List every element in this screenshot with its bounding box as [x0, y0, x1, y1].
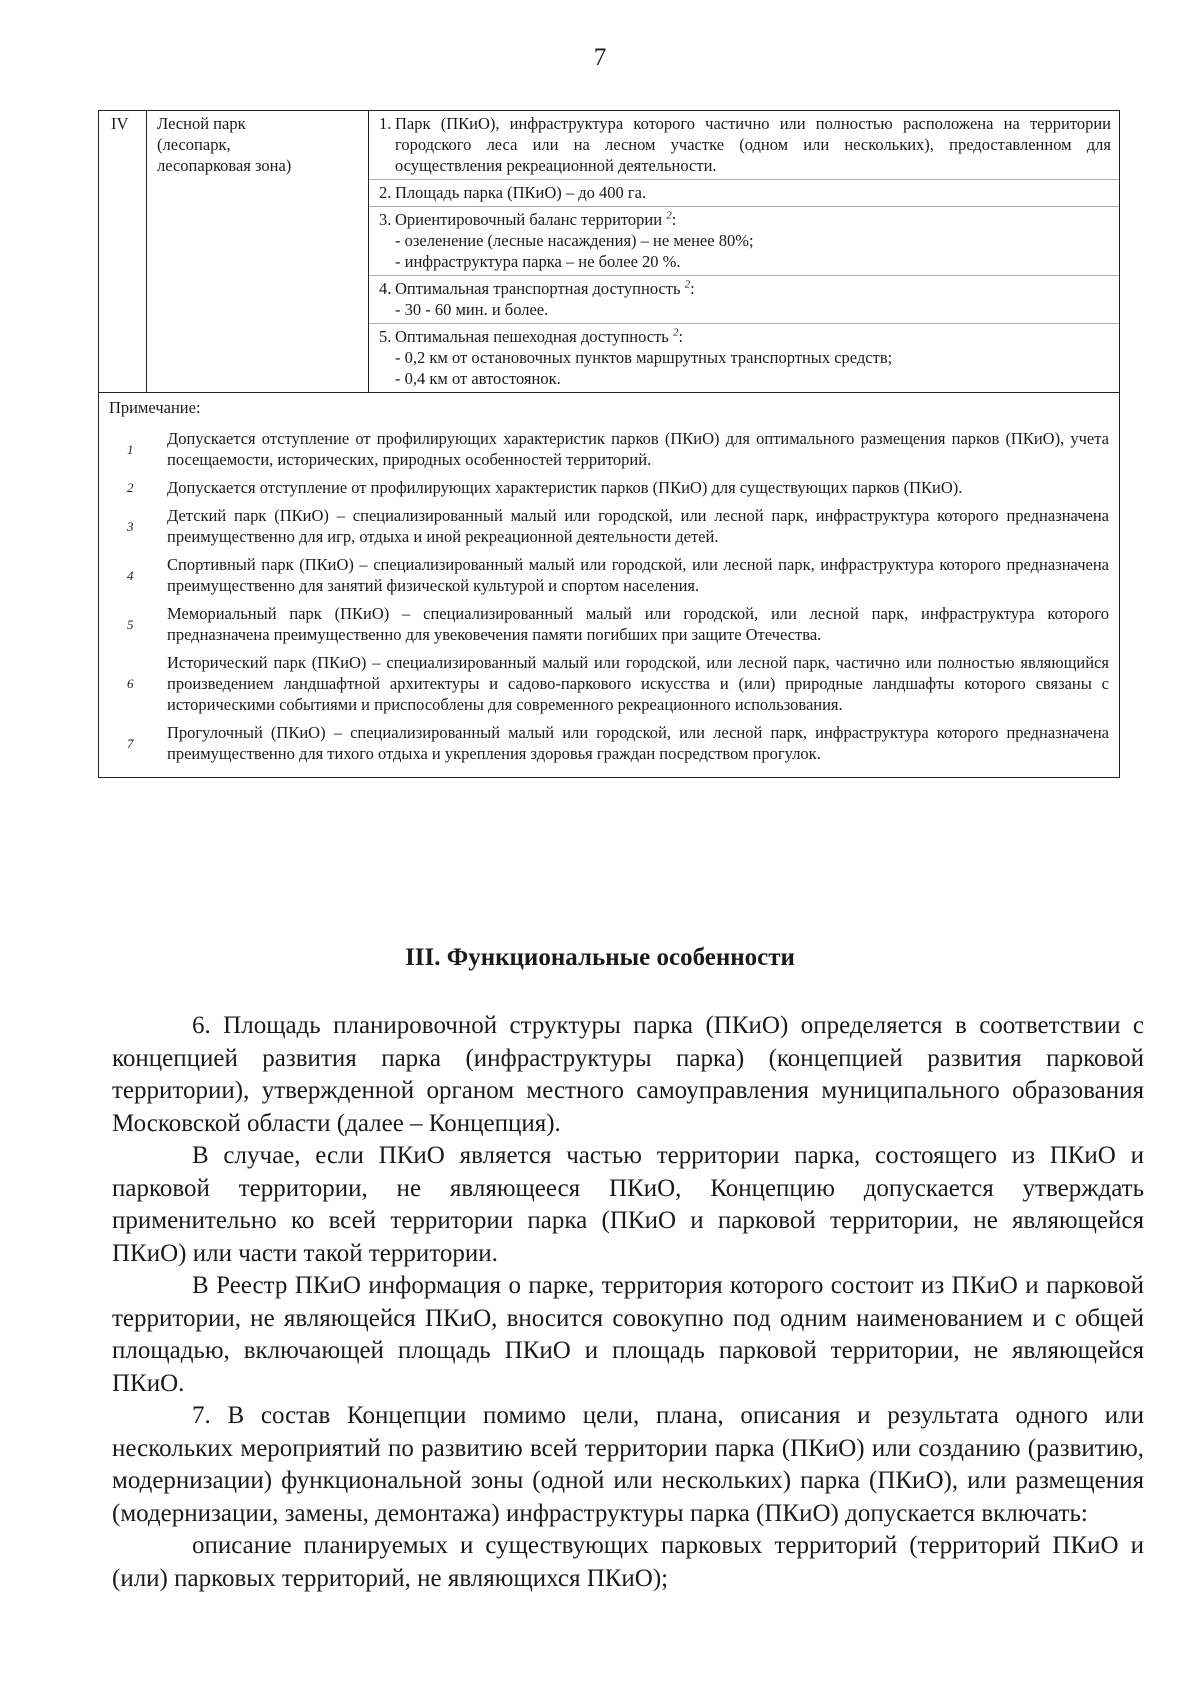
park-type-line: Лесной парк — [157, 114, 246, 133]
note-number: 3 — [127, 518, 134, 534]
note-item — [109, 722, 1109, 764]
item-number: 5. — [379, 327, 392, 346]
table-row-iv — [99, 111, 1119, 393]
item-number: 1. — [379, 114, 392, 133]
item-tail: : — [678, 327, 684, 346]
item-text: Парк (ПКиО), инфраструктура которого частично или полностью расположена на территории городского леса или на лесном участке (одном или нескольких), предоставленном для осуществления рекреационной деятельности. — [395, 114, 1111, 175]
item-tail: : — [671, 210, 677, 229]
footnote-ref: 2 — [666, 209, 672, 222]
notes-section — [99, 393, 1119, 777]
sub-item: - инфраструктура парка – не более 20 %. — [379, 251, 1111, 272]
sub-item: - 0,2 км от остановочных пунктов маршрутных транспортных средств; — [379, 347, 1111, 368]
note-item — [109, 603, 1109, 645]
section-title: III. Функциональные особенности — [405, 944, 795, 971]
body-text — [112, 1010, 1144, 1595]
item-tail: : — [690, 279, 695, 298]
sub-item: - озеленение (лесные насаждения) – не менее 80%; — [379, 230, 1111, 251]
row-number: IV — [99, 111, 147, 392]
note-item — [109, 428, 1109, 470]
note-number: 6 — [127, 676, 134, 691]
note-text: Исторический парк (ПКиО) – специализированный малый или городской, или лесной парк, частично или полностью являющийся произведением ландшафтной архитектуры и садово-паркового искусства и (или) природные ландшафты которого связаны с историческими событиями и приспособлены для современного рекреационного использования. — [167, 653, 1109, 714]
item-text: Оптимальная транспортная доступность — [395, 279, 681, 298]
footnote-ref: 2 — [684, 278, 691, 291]
note-number: 2 — [127, 480, 134, 495]
note-number: 5 — [127, 616, 134, 632]
park-type-line: лесопарковая зона) — [157, 156, 292, 175]
characteristic-item — [369, 207, 1119, 276]
profile-table — [98, 110, 1120, 778]
characteristic-item — [369, 324, 1119, 392]
note-item — [109, 554, 1109, 596]
sub-item: - 30 - 60 мин. и более. — [379, 299, 1111, 320]
characteristic-item — [369, 180, 1119, 207]
note-text: Прогулочный (ПКиО) – специализированный малый или городской, или лесной парк, инфраструктура которого предназначена преимущественно для тихого отдыха и укрепления здоровья граждан посредством прогулок. — [167, 723, 1109, 763]
item-number: 2. — [379, 183, 392, 202]
sub-item: - 0,4 км от автостоянок. — [379, 368, 1111, 389]
item-text: Оптимальная пешеходная доступность — [395, 327, 669, 346]
item-number: 3. — [379, 210, 392, 229]
note-text: Мемориальный парк (ПКиО) – специализированный малый или городской, или лесной парк, инфраструктура которого предназначена преимущественно для увековечения памяти погибших при защите Отечества. — [167, 604, 1109, 644]
note-item — [109, 652, 1109, 715]
item-text: Ориентировочный баланс территории — [395, 210, 663, 229]
park-type-cell — [147, 111, 369, 392]
characteristic-item — [369, 276, 1119, 324]
note-number: 4 — [127, 567, 134, 583]
note-text: Допускается отступление от профилирующих характеристик парков (ПКиО) для оптимального размещения парков (ПКиО), учета посещаемости, исторических, природных особенностей территорий. — [167, 429, 1109, 469]
paragraph: В Реестр ПКиО информация о парке, территория которого состоит из ПКиО и парковой территории, не являющейся ПКиО, вносится совокупно под одним наименованием и с общей площадью, включающей площадь ПКиО и площадь парковой территории, не являющейся ПКиО. — [112, 1272, 1144, 1397]
item-text: Площадь парка (ПКиО) – до 400 га. — [395, 183, 647, 202]
paragraph: В случае, если ПКиО является частью территории парка, состоящего из ПКиО и парковой территории, не являющееся ПКиО, Концепцию допускается утверждать применительно ко всей территории парка (ПКиО и парковой территории, не являющейся ПКиО) или части такой территории. — [112, 1142, 1144, 1267]
footnote-ref: 2 — [672, 326, 679, 339]
paragraph: 6. Площадь планировочной структуры парка (ПКиО) определяется в соответствии с концепцией развития парка (инфраструктуры парка) (концепцией развития парковой территории), утвержденной органом местного самоуправления муниципального образования Московской области (далее – Концепция). — [112, 1012, 1144, 1137]
note-text: Спортивный парк (ПКиО) – специализированный малый или городской, или лесной парк, инфраструктура которого предназначена преимущественно для занятий физической культурой и спортом населения. — [167, 555, 1109, 595]
page-number: 7 — [593, 44, 607, 71]
characteristic-item — [369, 111, 1119, 180]
note-item — [109, 505, 1109, 547]
notes-title: Примечание: — [109, 398, 201, 417]
park-type-line: (лесопарк, — [157, 135, 231, 154]
characteristics-cell — [369, 111, 1119, 392]
paragraph: 7. В состав Концепции помимо цели, плана, описания и результата одного или нескольких мероприятий по развитию всей территории парка (ПКиО) или созданию (развитию, модернизации) функциональной зоны (одной или нескольких) парка (ПКиО), или размещения (модернизации, замены, демонтажа) инфраструктуры парка (ПКиО) допускается включать: — [112, 1402, 1144, 1527]
item-number: 4. — [379, 279, 392, 298]
note-number: 1 — [127, 441, 134, 457]
note-number: 7 — [127, 735, 134, 751]
note-text: Детский парк (ПКиО) – специализированный малый или городской, или лесной парк, инфраструктура которого предназначена преимущественно для игр, отдыха и иной рекреационной деятельности детей. — [167, 506, 1109, 546]
note-text: Допускается отступление от профилирующих характеристик парков (ПКиО) для существующих парков (ПКиО). — [167, 478, 963, 497]
paragraph: описание планируемых и существующих парковых территорий (территорий ПКиО и (или) парковых территорий, не являющихся ПКиО); — [112, 1532, 1144, 1592]
note-item — [109, 477, 1109, 498]
